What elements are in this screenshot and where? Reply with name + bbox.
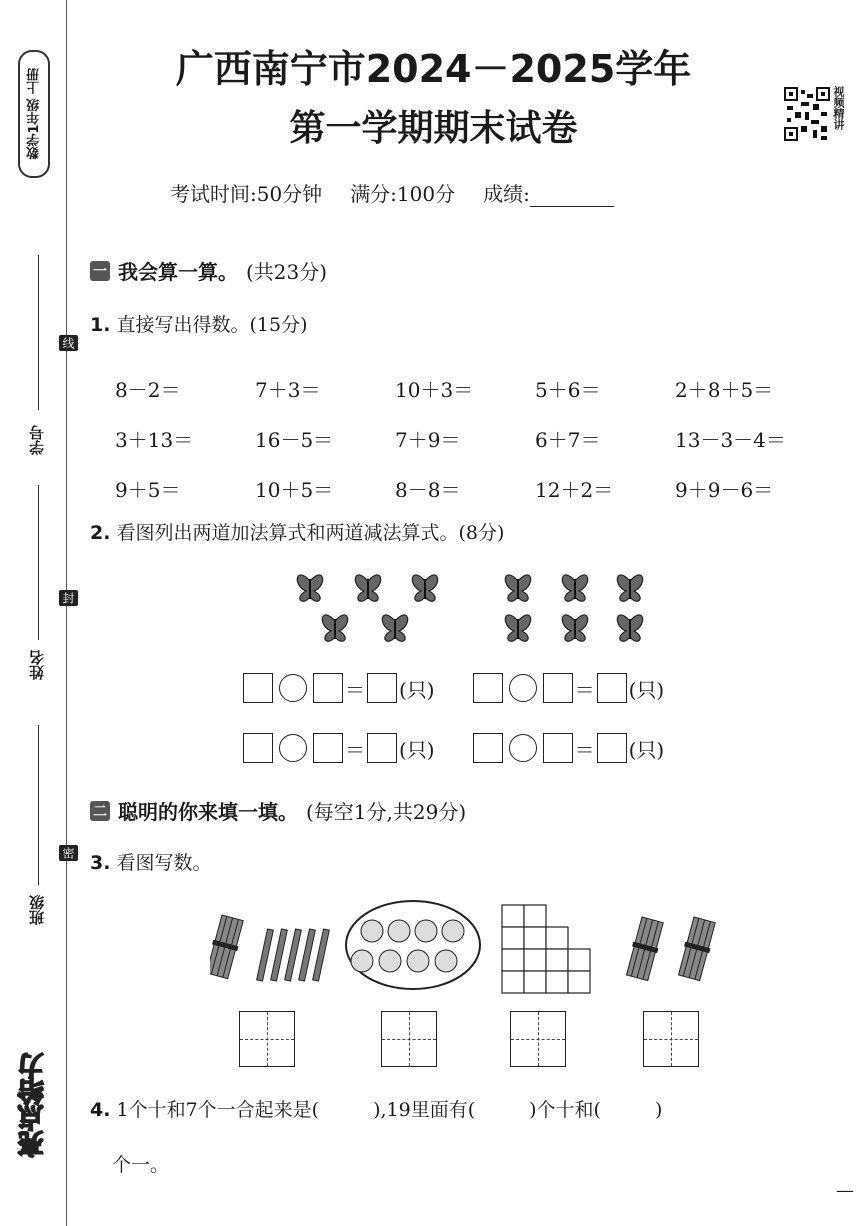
section-2-badge: 二 [90, 801, 110, 821]
answer-box[interactable] [367, 733, 397, 763]
question-1-num: 1. [90, 314, 111, 336]
cube-stack-icon [502, 905, 590, 993]
answer-box[interactable] [597, 733, 627, 763]
arith-item[interactable]: 9＋5＝ [115, 477, 181, 502]
butterfly-icon [505, 575, 530, 601]
butterfly-icon [297, 575, 322, 601]
name-label: 姓名 [28, 650, 46, 680]
count-pictures [210, 895, 730, 995]
question-4 [90, 1095, 830, 1122]
brand-text: 亮点给力 [17, 1053, 48, 1157]
equation-slot: ＝ (只) [243, 733, 435, 763]
answer-box[interactable] [243, 673, 273, 703]
question-3-text: 看图写数。 [116, 852, 212, 874]
question-4-text-d: ) [654, 1099, 663, 1121]
arith-item[interactable]: 6＋7＝ [535, 427, 601, 452]
stick-bundle-icon [677, 916, 718, 981]
butterfly-icon [355, 575, 380, 601]
answer-box[interactable] [543, 733, 573, 763]
arith-grid [115, 363, 825, 513]
page-mark: — [836, 1180, 854, 1201]
question-1 [90, 310, 308, 337]
peach-plate-icon [346, 901, 480, 989]
arith-row [115, 363, 825, 413]
equation-row [243, 733, 664, 763]
arith-item[interactable]: 3＋13＝ [115, 427, 194, 452]
exam-info [170, 178, 614, 207]
arith-item[interactable]: 10＋3＝ [395, 377, 474, 402]
question-3 [90, 848, 212, 875]
score-blank[interactable] [530, 186, 614, 207]
section-1-note: (共23分) [246, 260, 328, 284]
score-label: 成绩: [483, 182, 530, 206]
answer-box[interactable] [543, 673, 573, 703]
question-2 [90, 518, 504, 545]
exam-time: 考试时间:50分钟 [170, 182, 323, 206]
butterfly-icon [562, 615, 587, 641]
grade-pill-text: 数学1年级 上册 [26, 68, 42, 160]
stick-bundle-icon [210, 914, 245, 979]
arith-item[interactable]: 9＋9－6＝ [675, 477, 774, 502]
operator-circle[interactable] [279, 734, 307, 762]
question-2-num: 2. [90, 522, 111, 544]
full-score: 满分:100分 [350, 182, 456, 206]
answer-box[interactable] [367, 673, 397, 703]
question-2-text: 看图列出两道加法算式和两道减法算式。(8分) [116, 522, 505, 544]
section-1-header [90, 256, 327, 285]
arith-item[interactable]: 5＋6＝ [535, 377, 601, 402]
equation-row [243, 673, 664, 703]
question-4-num: 4. [90, 1099, 111, 1121]
name-line [38, 485, 39, 640]
answer-grid-box[interactable] [381, 1011, 437, 1067]
butterfly-icon [562, 575, 587, 601]
unit-label: (只) [399, 737, 435, 762]
butterfly-icon [617, 575, 642, 601]
operator-circle[interactable] [509, 734, 537, 762]
butterfly-icon [412, 575, 437, 601]
unit-label: (只) [399, 677, 435, 702]
arith-item[interactable]: 8－8＝ [395, 477, 461, 502]
question-4-continued: 个一。 [112, 1154, 170, 1176]
class-label: 班级 [28, 895, 46, 925]
arith-item[interactable]: 13－3－4＝ [675, 427, 786, 452]
page-title: 广西南宁市2024－2025学年 [175, 47, 692, 91]
answer-box[interactable] [313, 733, 343, 763]
page-subtitle: 第一学期期末试卷 [289, 108, 578, 149]
section-1-title: 我会算一算。 [118, 260, 238, 284]
equation-slot: ＝ (只) [243, 673, 435, 703]
arith-item[interactable]: 10＋5＝ [255, 477, 334, 502]
equation-slot: ＝ (只) [473, 733, 665, 763]
stick-bundle-icon [625, 916, 666, 981]
arith-row [115, 463, 825, 513]
question-4-text-c: )个十和( [529, 1099, 601, 1121]
answer-grid-box[interactable] [510, 1011, 566, 1067]
student-id-line [38, 255, 39, 410]
butterfly-icon [382, 615, 407, 641]
score-field[interactable] [483, 178, 614, 207]
answer-box[interactable] [597, 673, 627, 703]
butterfly-groups [280, 565, 680, 655]
arith-item[interactable]: 8－2＝ [115, 377, 181, 402]
brand-logo [14, 1040, 50, 1170]
section-1-badge: 一 [90, 261, 110, 281]
section-2-title: 聪明的你来填一填。 [118, 800, 298, 824]
arith-item[interactable]: 7＋3＝ [255, 377, 321, 402]
answer-box[interactable] [473, 673, 503, 703]
cut-mark-seal: 封 [59, 590, 78, 606]
answer-box[interactable] [313, 673, 343, 703]
section-2-note: (每空1分,共29分) [306, 800, 467, 824]
arith-item[interactable]: 2＋8＋5＝ [675, 377, 774, 402]
operator-circle[interactable] [279, 674, 307, 702]
question-1-text: 直接写出得数。(15分) [116, 314, 308, 336]
cut-mark-line: 线 [59, 335, 78, 351]
student-id-label: 学号 [28, 425, 46, 455]
butterfly-icon [617, 615, 642, 641]
arith-item[interactable]: 12＋2＝ [535, 477, 614, 502]
question-4-text-b: ),19里面有( [373, 1099, 476, 1121]
operator-circle[interactable] [509, 674, 537, 702]
section-2-header [90, 796, 466, 825]
unit-label: (只) [628, 737, 665, 762]
question-3-num: 3. [90, 852, 111, 874]
unit-label: (只) [628, 677, 665, 702]
arith-item[interactable]: 16－5＝ [255, 427, 334, 452]
butterfly-icon [322, 615, 347, 641]
arith-item[interactable]: 7＋9＝ [395, 427, 461, 452]
equation-slot: ＝ (只) [473, 673, 665, 703]
binding-line [66, 0, 67, 1226]
answer-grid-box[interactable] [643, 1011, 699, 1067]
class-line [38, 725, 39, 885]
butterfly-icon [505, 615, 530, 641]
arith-row [115, 413, 825, 463]
answer-box[interactable] [473, 733, 503, 763]
loose-sticks-icon [257, 929, 330, 981]
answer-box[interactable] [243, 733, 273, 763]
answer-grid-box[interactable] [239, 1011, 295, 1067]
cut-mark-secret: 密 [59, 845, 78, 861]
qr-caption: 视频精讲 [832, 86, 845, 130]
question-4-text-a: 1个十和7个一合起来是( [116, 1099, 320, 1121]
equation-rows [243, 673, 664, 763]
